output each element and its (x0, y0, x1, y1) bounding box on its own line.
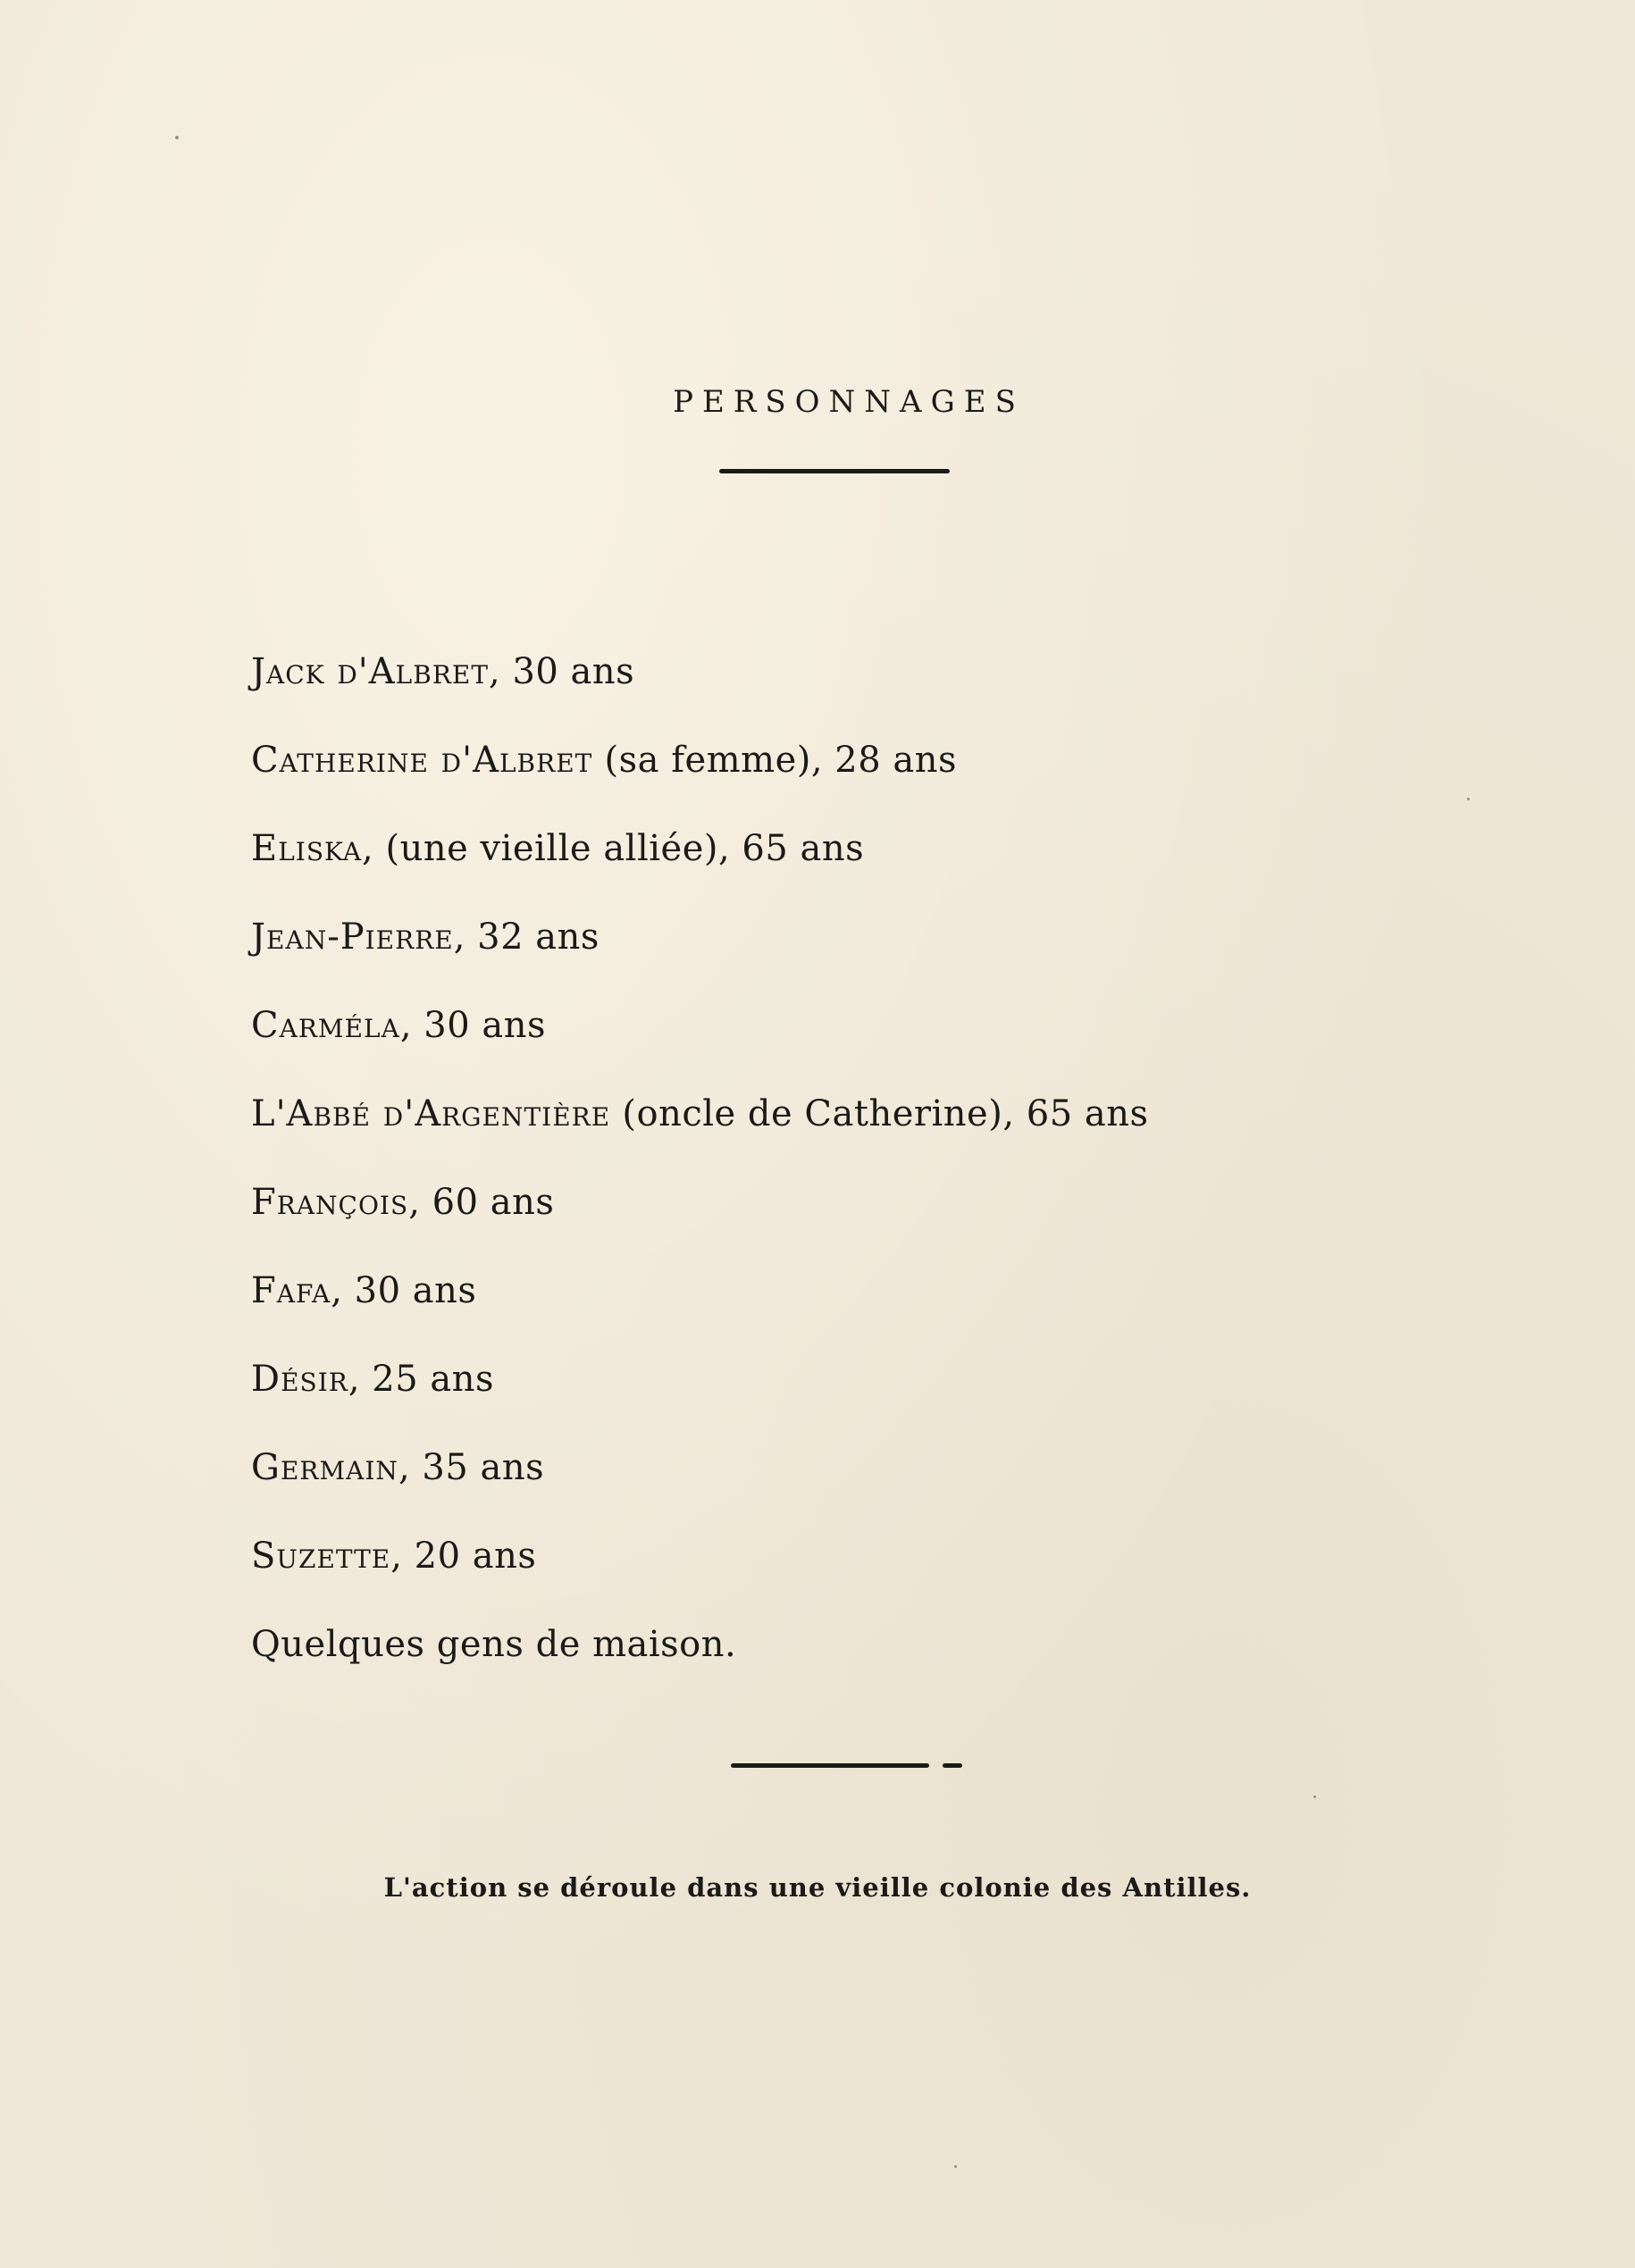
cast-detail: Quelques gens de maison. (251, 1624, 737, 1665)
cast-item (251, 1448, 1149, 1536)
cast-name: François (251, 1182, 409, 1223)
cast-detail: , 30 ans (489, 651, 635, 692)
cast-item (251, 1536, 1149, 1625)
cast-name: Désir (251, 1359, 348, 1400)
cast-name: Jean-Pierre (251, 916, 454, 958)
cast-name: Jack d'Albret (251, 651, 490, 692)
cast-detail: , 60 ans (408, 1182, 555, 1223)
ornament-rule-bottom-tail (943, 1763, 962, 1768)
cast-name: Suzette (251, 1536, 391, 1577)
paper-speck (1313, 1795, 1316, 1798)
page-title: PERSONNAGES (673, 384, 1025, 420)
cast-detail: , (une vieille alliée), 65 ans (362, 828, 865, 869)
cast-detail: , 32 ans (453, 916, 600, 958)
paper-speck (1467, 798, 1470, 800)
cast-detail: , 30 ans (399, 1005, 547, 1046)
cast-item (251, 741, 1149, 829)
cast-detail: (oncle de Catherine), 65 ans (610, 1093, 1149, 1134)
cast-item (251, 1271, 1149, 1360)
cast-item (251, 1094, 1149, 1183)
cast-item (251, 652, 1149, 741)
cast-name: Germain (251, 1447, 398, 1488)
cast-name: Catherine d'Albret (251, 740, 593, 781)
cast-detail: , 35 ans (398, 1447, 545, 1488)
cast-detail: , 20 ans (390, 1536, 537, 1577)
cast-item (251, 1625, 1149, 1713)
cast-detail: (sa femme), 28 ans (592, 740, 958, 781)
ornament-rule-bottom (731, 1763, 929, 1768)
cast-item (251, 917, 1149, 1006)
cast-item (251, 1183, 1149, 1271)
paper-speck (175, 136, 179, 139)
ornament-rule-top (719, 469, 950, 473)
cast-detail: , 30 ans (331, 1270, 477, 1311)
cast-item (251, 829, 1149, 917)
cast-detail: , 25 ans (348, 1359, 495, 1400)
cast-list (251, 652, 1149, 1713)
cast-name: Fafa (251, 1270, 331, 1311)
cast-item (251, 1006, 1149, 1094)
cast-name: Carméla (251, 1005, 400, 1046)
paper-speck (954, 2165, 957, 2168)
cast-name: L'Abbé d'Argentière (251, 1093, 611, 1134)
cast-name: Eliska (251, 828, 363, 869)
cast-item (251, 1360, 1149, 1448)
setting-note: L'action se déroule dans une vieille colonie des Antilles. (383, 1872, 1252, 1903)
